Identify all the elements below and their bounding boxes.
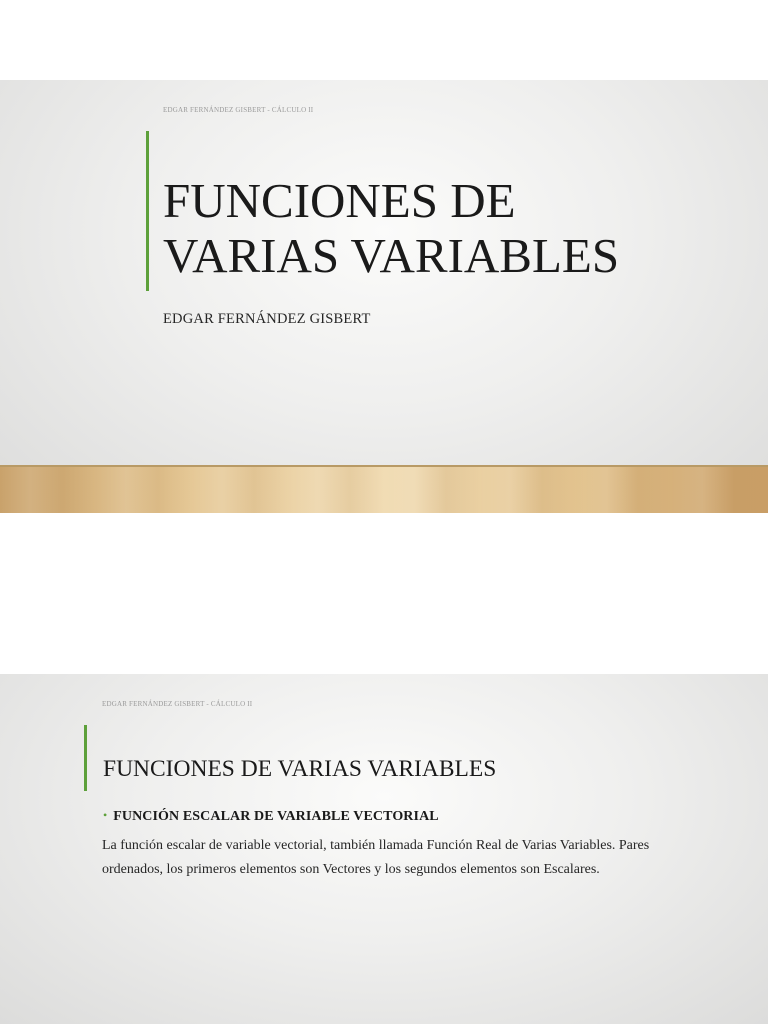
bullet-item [103,807,439,825]
slide-title: FUNCIONES DE VARIAS VARIABLES [103,756,497,782]
title-line-2: VARIAS VARIABLES [163,228,620,283]
bullet-label: FUNCIÓN ESCALAR DE VARIABLE VECTORIAL [113,809,439,824]
accent-bar [146,131,149,291]
bullet-dot-icon: • [103,808,108,822]
slide-title [163,173,619,283]
slide-header: EDGAR FERNÁNDEZ GISBERT - CÁLCULO II [102,700,253,708]
title-slide [0,80,768,513]
accent-bar [84,725,87,791]
title-line-1: FUNCIONES DE [163,173,516,228]
slide-subtitle: EDGAR FERNÁNDEZ GISBERT [163,311,371,327]
wood-floor-decoration [0,465,768,513]
content-slide [0,674,768,1024]
slide-header: EDGAR FERNÁNDEZ GISBERT - CÁLCULO II [163,106,314,114]
body-paragraph: La función escalar de variable vectorial, también llamada Función Real de Varias Variables. Pares ordenados, los primeros elementos son Vectores y los segundos elementos son Escalares. [102,838,650,877]
